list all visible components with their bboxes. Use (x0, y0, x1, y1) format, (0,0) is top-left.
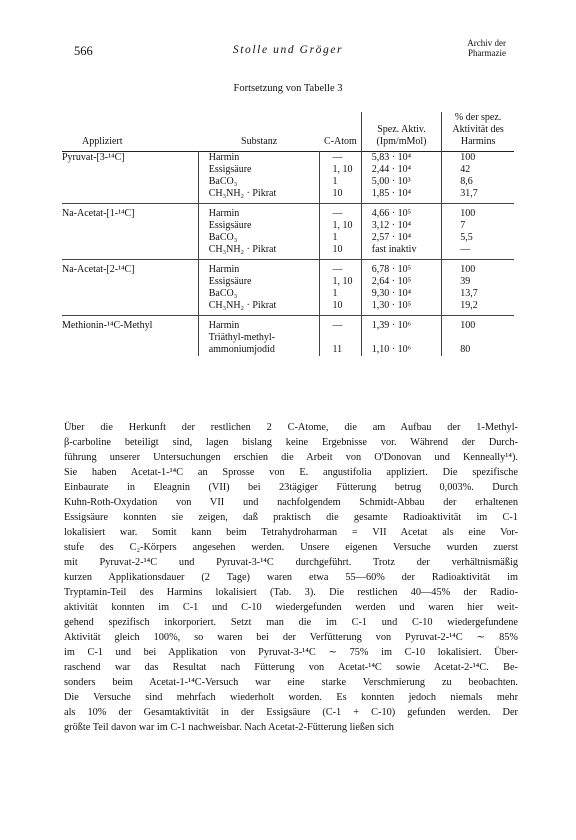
column-header-percent-line-1: % der spez. (454, 112, 502, 123)
cell-appliziert (62, 344, 198, 356)
cell-c-atom: 1 (332, 288, 338, 299)
table-row (62, 220, 514, 232)
table-row (62, 244, 514, 260)
column-header-percent-line-3: Harmins (460, 136, 496, 147)
cell-substanz: Harmin (198, 316, 320, 333)
cell-substanz: Harmin (198, 260, 320, 277)
cell-percent: 39 (460, 276, 471, 287)
cell-appliziert (62, 164, 198, 176)
cell-c-atom: 11 (332, 344, 343, 355)
cell-substanz: ammoniumjodid (198, 344, 320, 356)
cell-percent: 100 (460, 208, 476, 219)
table-row (62, 332, 514, 344)
paragraph-line: aktivität konnten im C-1 und C-10 wiedergefunden werden und waren hier weit- (64, 602, 518, 613)
cell-spez-aktiv: 6,78 · 10⁵ (361, 260, 441, 277)
cell-appliziert (62, 188, 198, 204)
paragraph-line: lokalisiert war. Somit kann beim Tetrahydroharman = VII Acetat als eine Vor- (64, 527, 518, 538)
paragraph-line: mit Pyruvat-2-¹⁴C und Pyruvat-3-¹⁴C durchgeführt. Trotz der verhältnismäßig (64, 557, 518, 568)
cell-percent: 31,7 (442, 188, 514, 204)
running-title: Stolle und Gröger (232, 44, 344, 56)
cell-appliziert: Na-Acetat-[1-¹⁴C] (62, 208, 135, 219)
cell-appliziert (62, 288, 198, 300)
cell-spez-aktiv: fast inaktiv (361, 244, 441, 260)
cell-spez-aktiv: 4,66 · 10⁵ (361, 204, 441, 221)
cell-c-atom: 10 (320, 244, 361, 260)
running-header (0, 38, 576, 68)
cell-percent: 13,7 (460, 288, 478, 299)
cell-percent: 80 (460, 344, 471, 355)
table-row (62, 344, 514, 356)
paragraph-line: stufe des C₂-Körpers angesehen werden. Unsere eigenen Versuche wurden zuerst (64, 542, 518, 553)
cell-appliziert: Pyruvat-[3-¹⁴C] (62, 152, 125, 163)
cell-c-atom (320, 332, 361, 344)
cell-c-atom: — (332, 320, 343, 331)
cell-percent: 100 (460, 152, 476, 163)
cell-c-atom: 1, 10 (332, 220, 353, 231)
cell-percent: 100 (460, 264, 476, 275)
journal-line-2: Pharmazie (468, 48, 506, 58)
cell-substanz: CH₃NH₂ · Pikrat (198, 300, 320, 316)
cell-substanz: BaCO₃ (198, 288, 320, 300)
paragraph-line: Sie haben Acetat-1-¹⁴C an Sprosse von E. angustifolia appliziert. Die spezifische (64, 467, 518, 478)
cell-spez-aktiv: 1,10 · 10⁶ (361, 344, 441, 356)
cell-substanz: CH₃NH₂ · Pikrat (198, 244, 320, 260)
paragraph-line: führung unserer Untersuchungen erschien die Arbeit von O'Donovan und Kenneally¹⁴). (64, 452, 518, 463)
cell-spez-aktiv: 2,44 · 10⁴ (361, 164, 441, 176)
paragraph-line: sonders beim Acetat-1-¹⁴C-Versuch war eine starke Verschmierung zu beobachten. (64, 677, 518, 688)
paragraph-line: als 10% der Gesamtaktivität in der Essigsäure (C-1 + C-10) gefunden werden. Der (64, 707, 518, 718)
journal-name (467, 38, 506, 58)
cell-appliziert (62, 176, 198, 188)
paragraph-line: Kuhn-Roth-Oxydation von VII und nachfolgendem Schmidt-Abbau der erhaltenen (64, 497, 518, 508)
cell-appliziert (62, 332, 198, 344)
table-row (62, 316, 514, 333)
cell-substanz: Harmin (198, 204, 320, 221)
body-text (64, 420, 518, 735)
cell-percent: 19,2 (442, 300, 514, 316)
table-row (62, 188, 514, 204)
paragraph-line: Tryptamin-Teil des Harmins lokalisiert (Tab. 3). Die restlichen 40—45% der Radio- (64, 587, 518, 598)
cell-appliziert (62, 244, 198, 260)
cell-spez-aktiv: 2,57 · 10⁴ (361, 232, 441, 244)
cell-spez-aktiv: 5,83 · 10⁴ (361, 152, 441, 165)
cell-appliziert (62, 276, 198, 288)
column-header-percent-line-2: Aktivität des (452, 124, 504, 135)
cell-spez-aktiv: 3,12 · 10⁴ (361, 220, 441, 232)
cell-spez-aktiv: 9,30 · 10⁴ (361, 288, 441, 300)
cell-c-atom: — (332, 152, 343, 163)
cell-substanz: BaCO₃ (198, 232, 320, 244)
cell-spez-aktiv: 1,39 · 10⁶ (361, 316, 441, 333)
table-row (62, 152, 514, 165)
paragraph-line: gehend spezifisch inkorporiert. Setzt man die im C-1 und C-10 wiedergefundene (64, 617, 518, 628)
column-header-spez-aktiv (361, 112, 441, 152)
cell-percent: 7 (460, 220, 466, 231)
table-row (62, 260, 514, 277)
cell-spez-aktiv: 1,85 · 10⁴ (361, 188, 441, 204)
cell-appliziert: Na-Acetat-[2-¹⁴C] (62, 264, 135, 275)
paragraph-line: kurzen Applikationsdauer (2 Tage) waren etwa 55—60% der Radioaktivität im (64, 572, 518, 583)
cell-substanz: BaCO₃ (198, 176, 320, 188)
cell-substanz: Harmin (198, 152, 320, 165)
column-header-spez-line-2: (Ipm/mMol) (376, 136, 427, 147)
results-table (62, 112, 514, 356)
column-header-spez-line-1: Spez. Aktiv. (377, 124, 426, 135)
column-header-percent (442, 112, 514, 152)
cell-spez-aktiv: 2,64 · 10⁵ (361, 276, 441, 288)
cell-c-atom: 1 (332, 176, 338, 187)
cell-percent: 42 (460, 164, 471, 175)
cell-spez-aktiv: 1,30 · 10⁵ (361, 300, 441, 316)
cell-percent: 8,6 (460, 176, 473, 187)
paragraph-line: β-carboline beteiligt sind, lagen bislang keine Ergebnisse vor. Während der Durch- (64, 437, 518, 448)
cell-appliziert: Methionin-¹⁴C-Methyl (62, 320, 153, 331)
cell-c-atom: 10 (320, 188, 361, 204)
cell-c-atom: 1, 10 (332, 276, 353, 287)
cell-spez-aktiv: 5,00 · 10³ (361, 176, 441, 188)
table-row (62, 288, 514, 300)
cell-c-atom: — (332, 208, 343, 219)
cell-appliziert (62, 232, 198, 244)
table-row (62, 276, 514, 288)
cell-c-atom: 1, 10 (332, 164, 353, 175)
cell-substanz: CH₃NH₂ · Pikrat (198, 188, 320, 204)
column-header-appliziert: Appliziert (82, 136, 123, 147)
paragraph-line: Aktivität gleich 100%, so waren bei der Verfütterung von Pyruvat-2-¹⁴C ∼ 85% (64, 632, 518, 643)
paragraph-line: im C-1 und bei Applikation von Pyruvat-3-¹⁴C ∼ 75% im C-10 lokalisiert. Über- (64, 647, 518, 658)
cell-percent: 100 (460, 320, 476, 331)
cell-substanz: Essigsäure (198, 276, 320, 288)
table-header-row (62, 112, 514, 152)
cell-substanz: Triäthyl-methyl- (198, 332, 320, 344)
cell-substanz: Essigsäure (198, 220, 320, 232)
cell-percent: 5,5 (460, 232, 473, 243)
paragraph-line: raschend war das Resultat nach Fütterung von Acetat-¹⁴C sowie Acetat-2-¹⁴C. Be- (64, 662, 518, 673)
cell-c-atom: — (332, 264, 343, 275)
paragraph-line: Über die Herkunft der restlichen 2 C-Atome, die am Aufbau der 1-Methyl- (64, 422, 518, 433)
paragraph-line: Essigsäure konnten sie zeigen, daß praktisch die gesamte Radioaktivität im C-1 (64, 512, 518, 523)
column-header-substanz: Substanz (241, 136, 278, 147)
table-row (62, 204, 514, 221)
paragraph-line: Einbaurate in Eleagnin (VII) bei 23tägiger Fütterung betrug 0,003%. Durch (64, 482, 518, 493)
cell-appliziert (62, 300, 198, 316)
cell-spez-aktiv (361, 332, 441, 344)
table-row (62, 232, 514, 244)
page-number: 566 (74, 44, 93, 58)
paragraph-line: größte Teil davon war im C-1 nachweisbar. Nach Acetat-2-Fütterung ließen sich (64, 722, 394, 733)
table-body (62, 152, 514, 357)
column-header-c-atom: C-Atom (323, 136, 357, 147)
table-title: Fortsetzung von Tabelle 3 (233, 83, 343, 94)
cell-c-atom: 1 (332, 232, 338, 243)
table-row (62, 164, 514, 176)
table-row (62, 176, 514, 188)
table-row (62, 300, 514, 316)
journal-line-1: Archiv der (467, 38, 506, 48)
cell-appliziert (62, 220, 198, 232)
cell-c-atom: 10 (320, 300, 361, 316)
cell-percent: — (442, 244, 514, 260)
cell-percent (442, 332, 514, 344)
paragraph-line: Die Versuche sind mehrfach wiederholt worden. Es konnten jedoch niemals mehr (64, 692, 518, 703)
cell-substanz: Essigsäure (198, 164, 320, 176)
